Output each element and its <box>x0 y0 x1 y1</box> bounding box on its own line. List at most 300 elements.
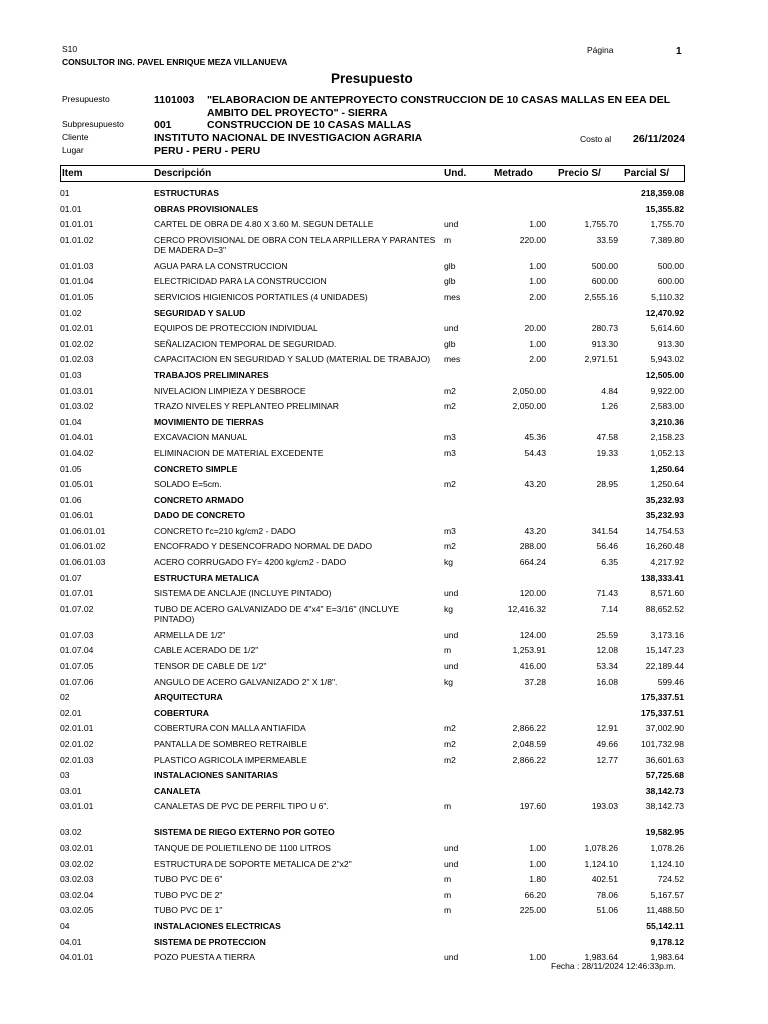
row-description: SISTEMA DE ANCLAJE (INCLUYE PINTADO) <box>154 588 332 599</box>
row-description: ENCOFRADO Y DESENCOFRADO NORMAL DE DADO <box>154 541 373 552</box>
row-item: 03.02.01 <box>60 842 94 853</box>
row-metrado: 45.36 <box>524 432 546 443</box>
row-item: 03.02 <box>60 827 82 838</box>
col-und: Und. <box>444 168 467 179</box>
row-parcial: 913.30 <box>657 338 684 349</box>
lugar-label: Lugar <box>62 145 84 155</box>
row-description: COBERTURA CON MALLA ANTIAFIDA <box>154 723 306 734</box>
table-row <box>0 233 768 259</box>
row-unit: m2 <box>444 739 456 749</box>
row-item: 03.01 <box>60 785 82 796</box>
row-unit: m3 <box>444 432 456 443</box>
row-item: 03 <box>60 770 70 781</box>
row-item: 01.07.04 <box>60 645 94 656</box>
row-description: SEGURIDAD Y SALUD <box>154 307 246 318</box>
table-row <box>0 602 768 628</box>
row-metrado: 1.00 <box>529 858 546 869</box>
row-unit: m <box>444 889 452 900</box>
row-unit: und <box>444 323 459 334</box>
lugar-name: PERU - PERU - PERU <box>154 145 261 157</box>
row-description: CAPACITACION EN SEGURIDAD Y SALUD (MATERIAL DE TRABAJO) <box>154 354 431 365</box>
row-unit: glb <box>444 276 456 287</box>
row-metrado: 2,048.59 <box>512 739 546 749</box>
row-metrado: 2,866.22 <box>512 723 546 734</box>
row-parcial: 5,614.60 <box>650 323 684 334</box>
row-precio: 16.08 <box>596 676 618 687</box>
table-row <box>0 888 768 904</box>
row-item: 01.07.05 <box>60 661 94 672</box>
row-parcial: 19,582.95 <box>645 827 684 838</box>
row-precio: 913.30 <box>591 338 618 349</box>
table-row <box>0 493 768 509</box>
row-metrado: 197.60 <box>519 801 546 812</box>
row-parcial: 5,110.32 <box>651 291 684 302</box>
row-description: AGUA PARA LA CONSTRUCCION <box>154 260 288 271</box>
row-description: POZO PUESTA A TIERRA <box>154 952 255 963</box>
row-parcial: 101,732.98 <box>640 739 684 749</box>
row-description: ESTRUCTURAS <box>154 188 219 198</box>
row-unit: und <box>444 629 459 640</box>
row-parcial: 5,167.57 <box>650 889 684 900</box>
row-unit: und <box>444 842 459 853</box>
row-metrado: 2.00 <box>529 291 546 302</box>
row-description: DADO DE CONCRETO <box>154 510 246 521</box>
row-parcial: 500.00 <box>657 260 684 271</box>
row-unit: und <box>444 219 459 230</box>
row-item: 01.07.02 <box>60 603 94 614</box>
table-row <box>0 477 768 493</box>
row-parcial: 38,142.73 <box>645 801 684 812</box>
row-description: SOLADO E=5cm. <box>154 479 222 490</box>
row-parcial: 1,250.64 <box>650 479 684 490</box>
row-description: SEÑALIZACION TEMPORAL DE SEGURIDAD. <box>154 338 337 349</box>
row-precio: 53.34 <box>596 661 618 672</box>
row-metrado: 43.20 <box>524 479 546 490</box>
costo-date: 26/11/2024 <box>633 133 685 145</box>
table-row <box>0 690 768 706</box>
row-item: 01.01.02 <box>60 234 94 245</box>
row-metrado: 288.00 <box>519 541 546 552</box>
row-description: TANQUE DE POLIETILENO DE 1100 LITROS <box>154 842 331 853</box>
row-description: ESTRUCTURA DE SOPORTE METALICA DE 2"x2" <box>154 858 352 869</box>
row-item: 01.04.01 <box>60 432 94 443</box>
row-parcial: 138,333.41 <box>640 572 684 583</box>
row-precio: 56.46 <box>596 541 618 552</box>
presupuesto-code: 1101003 <box>154 94 195 106</box>
row-unit: m3 <box>444 525 456 536</box>
table-row <box>0 903 768 919</box>
row-unit: und <box>444 588 459 599</box>
row-precio: 1.26 <box>601 401 618 412</box>
table-row <box>0 399 768 415</box>
row-precio: 193.03 <box>591 801 618 812</box>
table-row <box>0 706 768 722</box>
costo-label: Costo al <box>580 134 612 144</box>
row-description: CERCO PROVISIONAL DE OBRA CON TELA ARPILLERA Y PARANTES DE MADERA D=3" <box>154 234 436 256</box>
row-parcial: 12,505.00 <box>645 369 684 380</box>
row-item: 03.02.03 <box>60 874 94 885</box>
row-item: 01.06.01 <box>60 510 94 521</box>
row-parcial: 218,359.08 <box>640 188 684 198</box>
row-metrado: 1,253.91 <box>512 645 546 656</box>
table-row <box>0 290 768 306</box>
row-precio: 6.35 <box>601 557 618 568</box>
row-precio: 78.06 <box>596 889 618 900</box>
report-code: S10 <box>62 44 78 54</box>
row-metrado: 220.00 <box>519 234 546 245</box>
table-row <box>0 784 768 800</box>
row-item: 01.01.01 <box>60 219 94 230</box>
row-metrado: 124.00 <box>519 629 546 640</box>
row-item: 03.02.02 <box>60 858 94 869</box>
table-row <box>0 872 768 888</box>
row-parcial: 57,725.68 <box>645 770 684 781</box>
row-description: ARQUITECTURA <box>154 692 223 703</box>
row-precio: 33.59 <box>596 234 618 245</box>
row-description: TRAZO NIVELES Y REPLANTEO PRELIMINAR <box>154 401 339 412</box>
row-metrado: 66.20 <box>524 889 546 900</box>
row-item: 02.01.02 <box>60 739 94 749</box>
presupuesto-name-line1: "ELABORACION DE ANTEPROYECTO CONSTRUCCION DE 10 CASAS MALLAS EN EEA DEL <box>207 94 671 106</box>
row-precio: 2,555.16 <box>584 291 618 302</box>
row-item: 01.02 <box>60 307 82 318</box>
row-parcial: 14,754.53 <box>645 525 684 536</box>
table-row <box>0 337 768 353</box>
row-description: ARMELLA DE 1/2" <box>154 629 226 640</box>
row-item: 04 <box>60 920 70 931</box>
row-item: 02.01 <box>60 707 82 718</box>
row-precio: 19.33 <box>596 447 618 458</box>
col-metrado: Metrado <box>494 168 533 179</box>
row-parcial: 1,052.13 <box>650 447 684 458</box>
row-item: 01.02.01 <box>60 323 94 334</box>
row-unit: m <box>444 801 452 812</box>
row-item: 01.05.01 <box>60 479 94 490</box>
row-parcial: 9,178.12 <box>650 936 684 947</box>
row-unit: kg <box>444 557 454 568</box>
table-row <box>0 841 768 857</box>
row-description: EXCAVACION MANUAL <box>154 432 248 443</box>
row-unit: m3 <box>444 447 456 458</box>
row-item: 01.02.02 <box>60 338 94 349</box>
row-parcial: 15,355.82 <box>645 203 684 214</box>
row-precio: 1,755.70 <box>584 219 618 230</box>
table-row <box>0 586 768 602</box>
row-metrado: 2,050.00 <box>512 401 546 412</box>
subpresupuesto-name: CONSTRUCCION DE 10 CASAS MALLAS <box>207 119 412 131</box>
row-parcial: 3,173.16 <box>650 629 684 640</box>
table-row <box>0 825 768 841</box>
row-precio: 12.91 <box>596 723 618 734</box>
row-item: 01 <box>60 188 70 198</box>
row-unit: m <box>444 645 452 656</box>
row-description: COBERTURA <box>154 707 209 718</box>
table-row <box>0 524 768 540</box>
row-metrado: 416.00 <box>519 661 546 672</box>
row-description: PLASTICO AGRICOLA IMPERMEABLE <box>154 754 307 765</box>
table-row <box>0 306 768 322</box>
row-metrado: 1.00 <box>529 338 546 349</box>
row-unit: und <box>444 661 459 672</box>
row-unit: m <box>444 905 452 916</box>
subpresupuesto-code: 001 <box>154 119 172 131</box>
row-item: 02.01.03 <box>60 754 94 765</box>
table-row <box>0 753 768 769</box>
row-unit: m2 <box>444 479 456 490</box>
row-unit: m <box>444 874 452 885</box>
row-description: EQUIPOS DE PROTECCION INDIVIDUAL <box>154 323 318 334</box>
row-parcial: 35,232.93 <box>645 494 684 505</box>
table-row <box>0 721 768 737</box>
table-row <box>0 675 768 691</box>
row-description: CONCRETO SIMPLE <box>154 463 238 474</box>
table-row <box>0 217 768 233</box>
row-item: 01.07.06 <box>60 676 94 687</box>
table-row <box>0 857 768 873</box>
row-unit: mes <box>444 354 461 365</box>
row-description: CARTEL DE OBRA DE 4.80 X 3.60 M. SEGUN DETALLE <box>154 219 374 230</box>
row-parcial: 599.46 <box>657 676 684 687</box>
row-item: 01.03.01 <box>60 385 94 396</box>
table-row <box>0 274 768 290</box>
row-precio: 600.00 <box>591 276 618 287</box>
row-parcial: 1,983.64 <box>650 952 684 963</box>
row-description: OBRAS PROVISIONALES <box>154 203 259 214</box>
cliente-label: Cliente <box>62 132 89 142</box>
row-description: CANALETAS DE PVC DE PERFIL TIPO U 6". <box>154 801 329 812</box>
row-parcial: 8,571.60 <box>650 588 684 599</box>
row-parcial: 600.00 <box>657 276 684 287</box>
row-metrado: 1.00 <box>529 842 546 853</box>
row-item: 02.01.01 <box>60 723 94 734</box>
row-unit: m2 <box>444 723 456 734</box>
row-precio: 4.84 <box>601 385 618 396</box>
row-metrado: 2,866.22 <box>512 754 546 765</box>
row-item: 01.07.01 <box>60 588 94 599</box>
row-parcial: 7,389.80 <box>650 234 684 245</box>
budget-table <box>0 186 768 966</box>
row-description: NIVELACION LIMPIEZA Y DESBROCE <box>154 385 306 396</box>
table-row <box>0 462 768 478</box>
row-unit: mes <box>444 291 461 302</box>
row-metrado: 37.28 <box>524 676 546 687</box>
row-parcial: 724.52 <box>657 874 684 885</box>
row-item: 04.01.01 <box>60 952 94 963</box>
table-row <box>0 446 768 462</box>
row-item: 01.02.03 <box>60 354 94 365</box>
row-item: 03.02.04 <box>60 889 94 900</box>
row-description: CANALETA <box>154 785 201 796</box>
row-precio: 12.08 <box>596 645 618 656</box>
row-parcial: 88,652.52 <box>645 603 684 614</box>
row-description: CABLE ACERADO DE 1/2" <box>154 645 259 656</box>
row-precio: 341.54 <box>591 525 618 536</box>
row-unit: kg <box>444 676 454 687</box>
table-row <box>0 539 768 555</box>
row-parcial: 175,337.51 <box>640 707 684 718</box>
row-parcial: 3,210.36 <box>650 416 684 427</box>
presupuesto-label: Presupuesto <box>62 94 110 104</box>
row-metrado: 1.00 <box>529 260 546 271</box>
table-row <box>0 321 768 337</box>
table-row <box>0 571 768 587</box>
table-row <box>0 799 768 825</box>
row-parcial: 1,078.26 <box>650 842 684 853</box>
row-metrado: 20.00 <box>524 323 546 334</box>
table-row <box>0 555 768 571</box>
row-item: 01.06.01.03 <box>60 557 106 568</box>
row-precio: 7.14 <box>601 603 618 614</box>
row-parcial: 1,124.10 <box>650 858 684 869</box>
row-parcial: 12,470.92 <box>645 307 684 318</box>
row-description: SERVICIOS HIGIENICOS PORTATILES (4 UNIDADES) <box>154 291 368 302</box>
row-metrado: 1.00 <box>529 952 546 963</box>
row-precio: 71.43 <box>596 588 618 599</box>
col-descripcion: Descripción <box>154 168 212 179</box>
row-item: 01.04 <box>60 416 82 427</box>
table-row <box>0 415 768 431</box>
row-precio: 1,983.64 <box>584 952 618 963</box>
consultant-name: CONSULTOR ING. PAVEL ENRIQUE MEZA VILLANUEVA <box>62 57 288 67</box>
row-metrado: 120.00 <box>519 588 546 599</box>
row-parcial: 11,488.50 <box>646 905 684 916</box>
row-parcial: 1,755.70 <box>650 219 684 230</box>
row-item: 02 <box>60 692 70 703</box>
row-parcial: 9,922.00 <box>650 385 684 396</box>
table-row <box>0 508 768 524</box>
row-parcial: 35,232.93 <box>645 510 684 521</box>
row-description: INSTALACIONES SANITARIAS <box>154 770 278 781</box>
row-description: SISTEMA DE RIEGO EXTERNO POR GOTEO <box>154 827 335 838</box>
row-precio: 49.66 <box>596 739 618 749</box>
row-description: TUBO PVC DE 1" <box>154 905 223 916</box>
row-metrado: 12,416.32 <box>507 603 546 614</box>
row-item: 03.01.01 <box>60 801 94 812</box>
row-parcial: 1,250.64 <box>650 463 684 474</box>
subpresupuesto-label: Subpresupuesto <box>62 119 124 129</box>
col-item: Item <box>62 168 83 179</box>
row-item: 03.02.05 <box>60 905 94 916</box>
row-parcial: 5,943.02 <box>650 354 684 365</box>
row-unit: glb <box>444 338 456 349</box>
row-unit: m <box>444 234 452 245</box>
row-parcial: 55,142.11 <box>646 920 684 931</box>
row-precio: 500.00 <box>591 260 618 271</box>
row-item: 01.01.03 <box>60 260 94 271</box>
row-unit: m2 <box>444 754 456 765</box>
row-metrado: 1.00 <box>529 276 546 287</box>
row-description: TUBO PVC DE 2" <box>154 889 223 900</box>
row-parcial: 16,260.48 <box>645 541 684 552</box>
row-description: ANGULO DE ACERO GALVANIZADO 2" X 1/8". <box>154 676 338 687</box>
row-metrado: 54.43 <box>524 447 546 458</box>
row-item: 01.03 <box>60 369 82 380</box>
row-description: SISTEMA DE PROTECCION <box>154 936 266 947</box>
row-description: ACERO CORRUGADO FY= 4200 kg/cm2 - DADO <box>154 557 347 568</box>
row-precio: 2,971.51 <box>584 354 618 365</box>
page-title: Presupuesto <box>331 71 413 86</box>
row-item: 01.04.02 <box>60 447 94 458</box>
table-row <box>0 430 768 446</box>
table-row <box>0 368 768 384</box>
row-parcial: 38,142.73 <box>645 785 684 796</box>
table-row <box>0 919 768 935</box>
row-precio: 28.95 <box>596 479 618 490</box>
row-metrado: 1.00 <box>529 219 546 230</box>
row-description: ELECTRICIDAD PARA LA CONSTRUCCION <box>154 276 327 287</box>
table-row <box>0 737 768 753</box>
col-precio: Precio S/ <box>558 168 601 179</box>
row-unit: m2 <box>444 385 456 396</box>
row-metrado: 225.00 <box>519 905 546 916</box>
table-row <box>0 259 768 275</box>
row-description: ELIMINACION DE MATERIAL EXCEDENTE <box>154 447 324 458</box>
row-item: 01.06 <box>60 494 82 505</box>
row-parcial: 2,583.00 <box>650 401 684 412</box>
row-description: ESTRUCTURA METALICA <box>154 572 260 583</box>
row-parcial: 22,189.44 <box>645 661 684 672</box>
row-precio: 1,078.26 <box>584 842 618 853</box>
table-row <box>0 628 768 644</box>
table-row <box>0 935 768 951</box>
row-unit: m2 <box>444 541 456 552</box>
table-row <box>0 768 768 784</box>
row-precio: 1,124.10 <box>584 858 618 869</box>
row-description: TUBO DE ACERO GALVANIZADO DE 4"x4" E=3/16" (INCLUYE PINTADO) <box>154 603 399 625</box>
row-item: 01.07 <box>60 572 82 583</box>
row-parcial: 4,217.92 <box>650 557 684 568</box>
row-description: PANTALLA DE SOMBREO RETRAIBLE <box>154 739 307 749</box>
row-unit: glb <box>444 260 456 271</box>
row-item: 01.01.04 <box>60 276 94 287</box>
row-description: TUBO PVC DE 6" <box>154 874 223 885</box>
table-row <box>0 659 768 675</box>
row-unit: und <box>444 952 459 963</box>
row-description: CONCRETO ARMADO <box>154 494 244 505</box>
footer-date: Fecha : 28/11/2024 12:46:33p.m. <box>551 961 676 971</box>
row-metrado: 664.24 <box>519 557 546 568</box>
row-item: 01.03.02 <box>60 401 94 412</box>
row-metrado: 2,050.00 <box>512 385 546 396</box>
row-description: TENSOR DE CABLE DE 1/2" <box>154 661 267 672</box>
row-unit: kg <box>444 603 454 614</box>
row-metrado: 1.80 <box>529 874 546 885</box>
row-parcial: 36,601.63 <box>645 754 684 765</box>
row-precio: 402.51 <box>591 874 618 885</box>
row-unit: m2 <box>444 401 456 412</box>
page-number: 1 <box>676 46 682 57</box>
row-item: 01.01.05 <box>60 291 94 302</box>
row-parcial: 2,158.23 <box>650 432 684 443</box>
col-parcial: Parcial S/ <box>624 168 670 179</box>
row-item: 01.07.03 <box>60 629 94 640</box>
cliente-name: INSTITUTO NACIONAL DE INVESTIGACION AGRARIA <box>154 132 423 144</box>
row-parcial: 175,337.51 <box>640 692 684 703</box>
page-label: Página <box>587 45 614 55</box>
row-precio: 25.59 <box>596 629 618 640</box>
presupuesto-name-line2: AMBITO DEL PROYECTO" - SIERRA <box>207 107 388 119</box>
row-metrado: 43.20 <box>524 525 546 536</box>
row-item: 01.05 <box>60 463 82 474</box>
table-row <box>0 186 768 202</box>
row-item: 01.06.01.01 <box>60 525 106 536</box>
row-precio: 12.77 <box>596 754 618 765</box>
row-description: INSTALACIONES ELECTRICAS <box>154 920 281 931</box>
row-precio: 51.06 <box>596 905 618 916</box>
table-row <box>0 643 768 659</box>
row-description: TRABAJOS PRELIMINARES <box>154 369 269 380</box>
row-item: 04.01 <box>60 936 82 947</box>
